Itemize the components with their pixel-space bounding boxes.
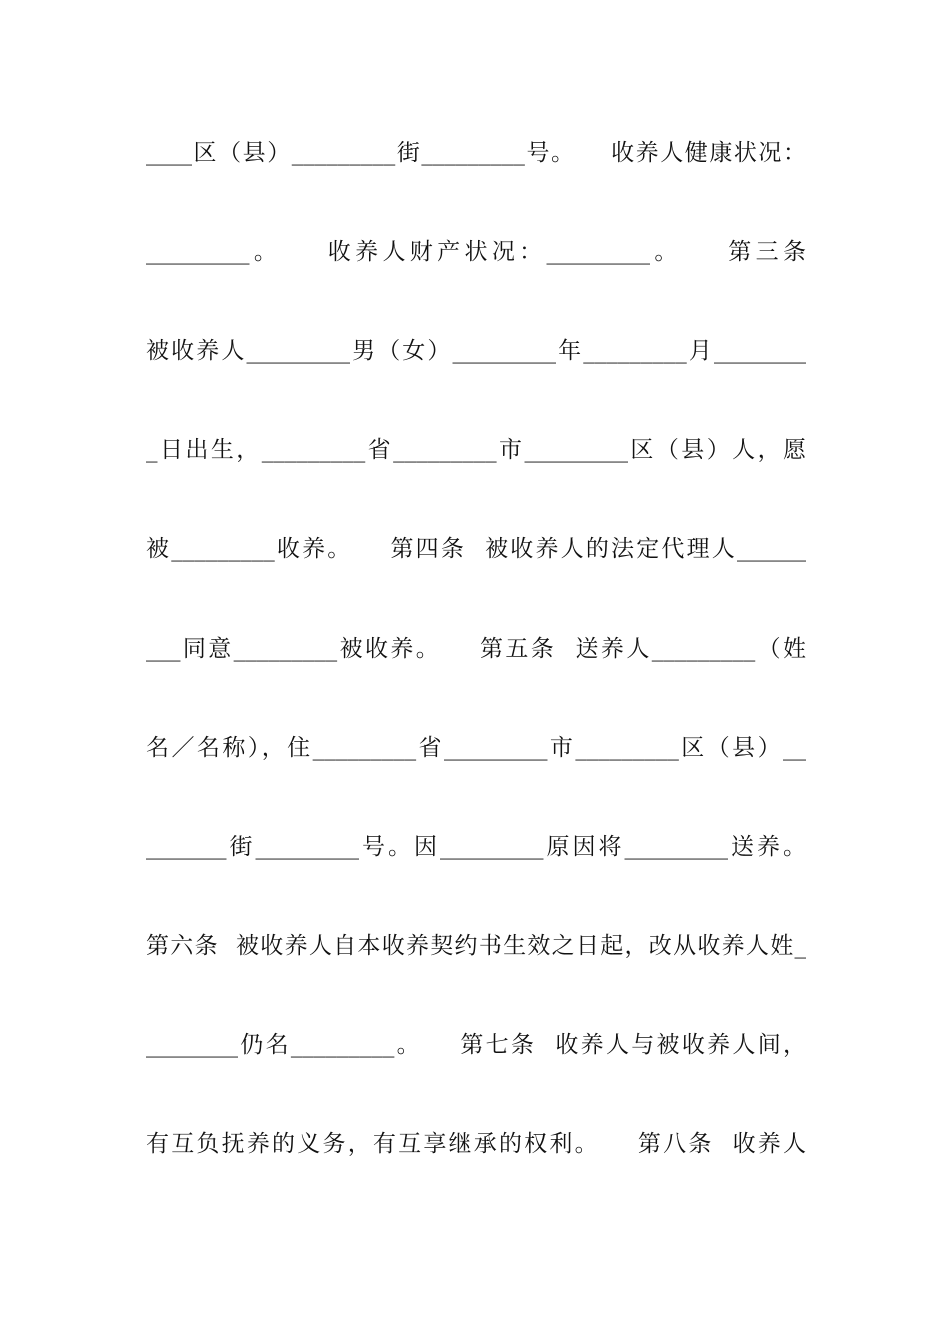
- text-line: 有互负抚养的义务，有互享继承的权利。 第八条 收养人: [146, 1131, 806, 1157]
- text-line: _______街_________号。因_________原因将_________送养。: [146, 834, 806, 860]
- text-line: 被_________收养。 第四条 被收养人的法定代理人______: [146, 536, 806, 562]
- text-line: ___同意_________被收养。 第五条 送养人_________（姓: [146, 636, 806, 662]
- text-line: ________仍名_________。 第七条 收养人与被收养人间，: [146, 1032, 806, 1058]
- text-line: ____区（县）_________街_________号。 收养人健康状况：: [146, 140, 806, 166]
- text-line: 被收养人_________男（女）_________年_________月________: [146, 338, 806, 364]
- text-line: _日出生，_________省_________市_________区（县）人，愿: [146, 437, 806, 463]
- text-line: _________。 收养人财产状况：_________。 第三条: [146, 239, 806, 265]
- text-line: 名／名称），住_________省_________市_________区（县）__: [146, 735, 806, 761]
- text-line: 第六条 被收养人自本收养契约书生效之日起，改从收养人姓_: [146, 933, 806, 959]
